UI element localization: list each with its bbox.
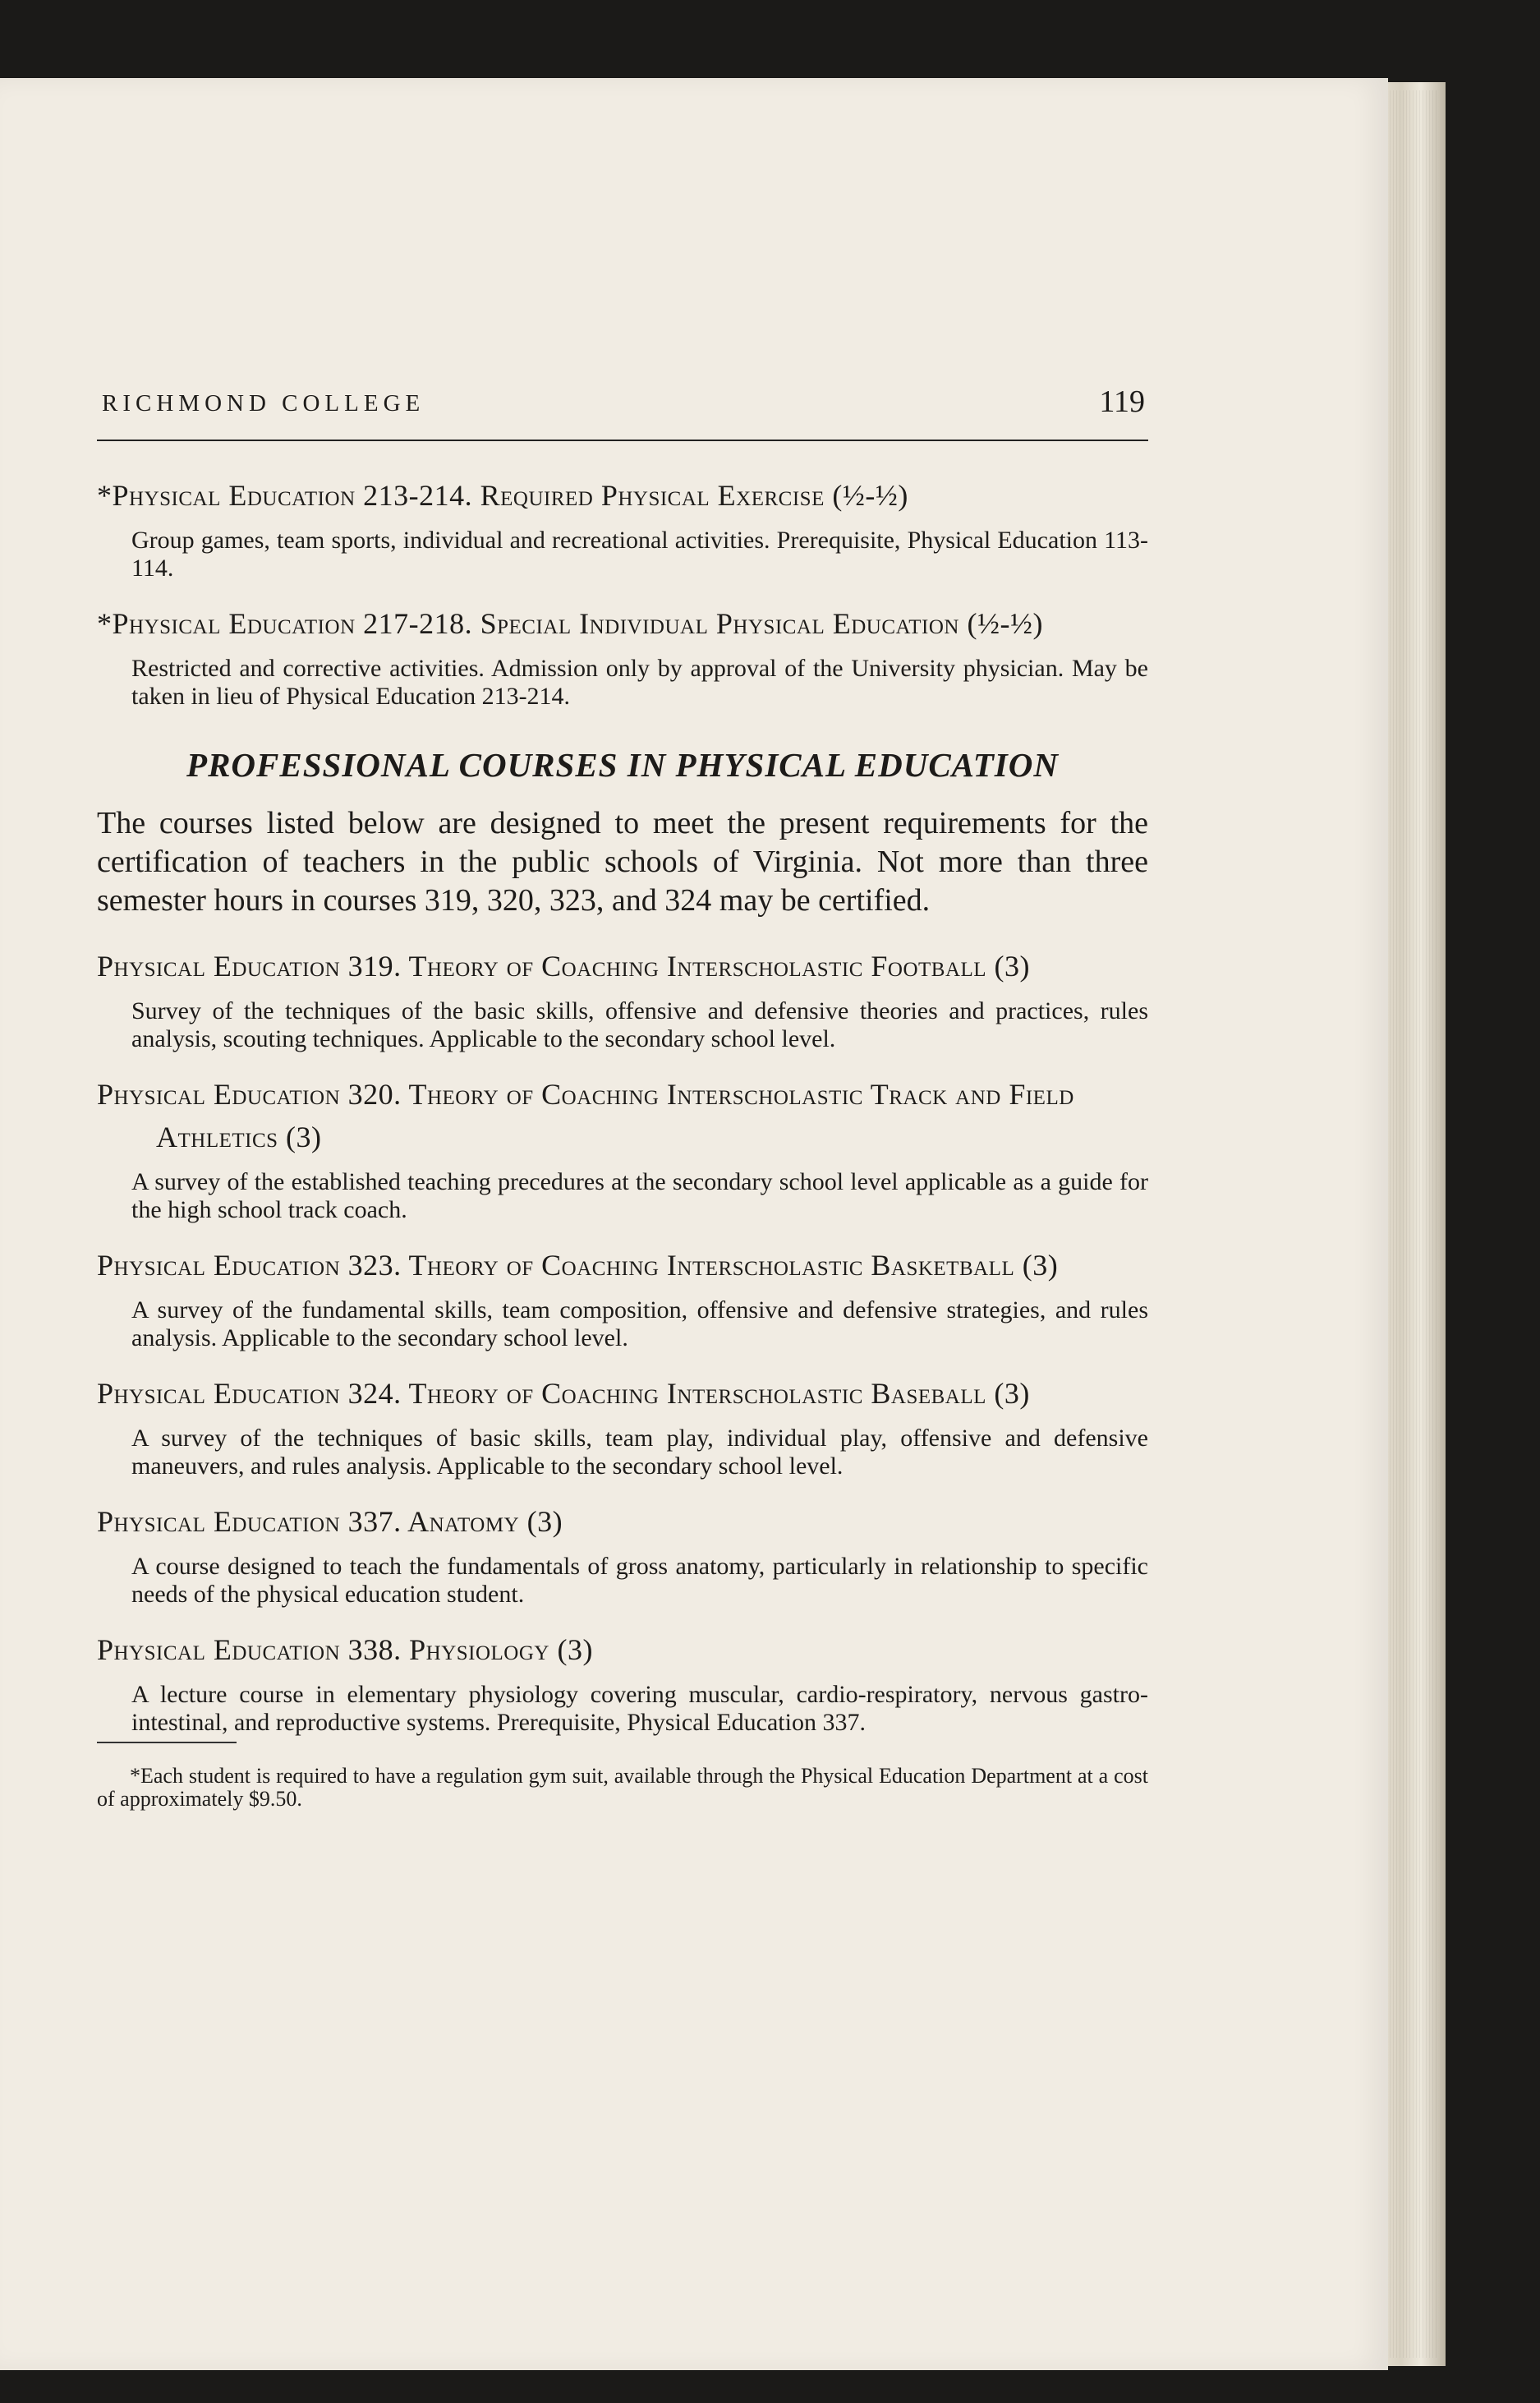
course-description: A lecture course in elementary physiology covering muscular, cardio-respiratory, nervous gastro-intestinal, and reproductive systems. Prerequisite, Physical Education 337.: [131, 1681, 1148, 1736]
body-flow: [97, 474, 1148, 1832]
course-title: Physical Education 337. Anatomy (3): [97, 1505, 563, 1538]
course-entry: [97, 474, 1148, 582]
course-title: Physical Education 338. Physiology (3): [97, 1633, 593, 1666]
course-entry: [97, 945, 1148, 1053]
course-entry: [97, 602, 1148, 711]
course-entry: [97, 1073, 1148, 1224]
running-head: [97, 318, 1148, 441]
course-entry: [97, 1628, 1148, 1737]
course-title: Physical Education 324. Theory of Coaching Interscholastic Baseball (3): [97, 1377, 1030, 1410]
section-heading: PROFESSIONAL COURSES IN PHYSICAL EDUCATION: [186, 746, 1059, 784]
course-title: *Physical Education 213-214. Required Physical Exercise (½-½): [97, 479, 908, 512]
course-title: *Physical Education 217-218. Special Individual Physical Education (½-½): [97, 607, 1043, 640]
course-description: A survey of the techniques of basic skills, team play, individual play, offensive and defensive maneuvers, and rules analysis. Applicable to the secondary school level.: [131, 1425, 1148, 1480]
book-page: [0, 78, 1388, 2370]
course-title: Physical Education 323. Theory of Coaching Interscholastic Basketball (3): [97, 1249, 1059, 1282]
running-title: RICHMOND COLLEGE: [102, 390, 425, 417]
course-entry: [97, 1372, 1148, 1480]
course-entry: [97, 1500, 1148, 1609]
footnote-divider: [97, 1742, 237, 1743]
course-description: A course designed to teach the fundamentals of gross anatomy, particularly in relationship to specific needs of the physical education student.: [131, 1553, 1148, 1608]
footnote: *Each student is required to have a regulation gym suit, available through the Physical Education Department at a cost of approximately $9.50.: [97, 1764, 1148, 1811]
course-description: A survey of the fundamental skills, team composition, offensive and defensive strategies, and rules analysis. Applicable to the secondary school level.: [131, 1296, 1148, 1351]
course-description: Survey of the techniques of the basic skills, offensive and defensive theories and practices, rules analysis, scouting techniques. Applicable to the secondary school level.: [131, 997, 1148, 1052]
course-title: Physical Education 320. Theory of Coaching Interscholastic Track and Field Athletics (3): [97, 1078, 1074, 1153]
course-description: Restricted and corrective activities. Admission only by approval of the University physician. May be taken in lieu of Physical Education 213-214.: [131, 655, 1148, 710]
course-description: A survey of the established teaching precedures at the secondary school level applicable as a guide for the high school track coach.: [131, 1168, 1148, 1223]
page-number: 119: [1099, 384, 1145, 419]
section-intro: The courses listed below are designed to meet the present requirements for the certification of teachers in the public schools of Virginia. Not more than three semester hours in courses 319, 320, 323, and 324 may be certified.: [97, 806, 1148, 918]
course-description: Group games, team sports, individual and recreational activities. Prerequisite, Physical Education 113-114.: [131, 527, 1148, 582]
course-title: Physical Education 319. Theory of Coaching Interscholastic Football (3): [97, 950, 1031, 983]
course-entry: [97, 1244, 1148, 1352]
